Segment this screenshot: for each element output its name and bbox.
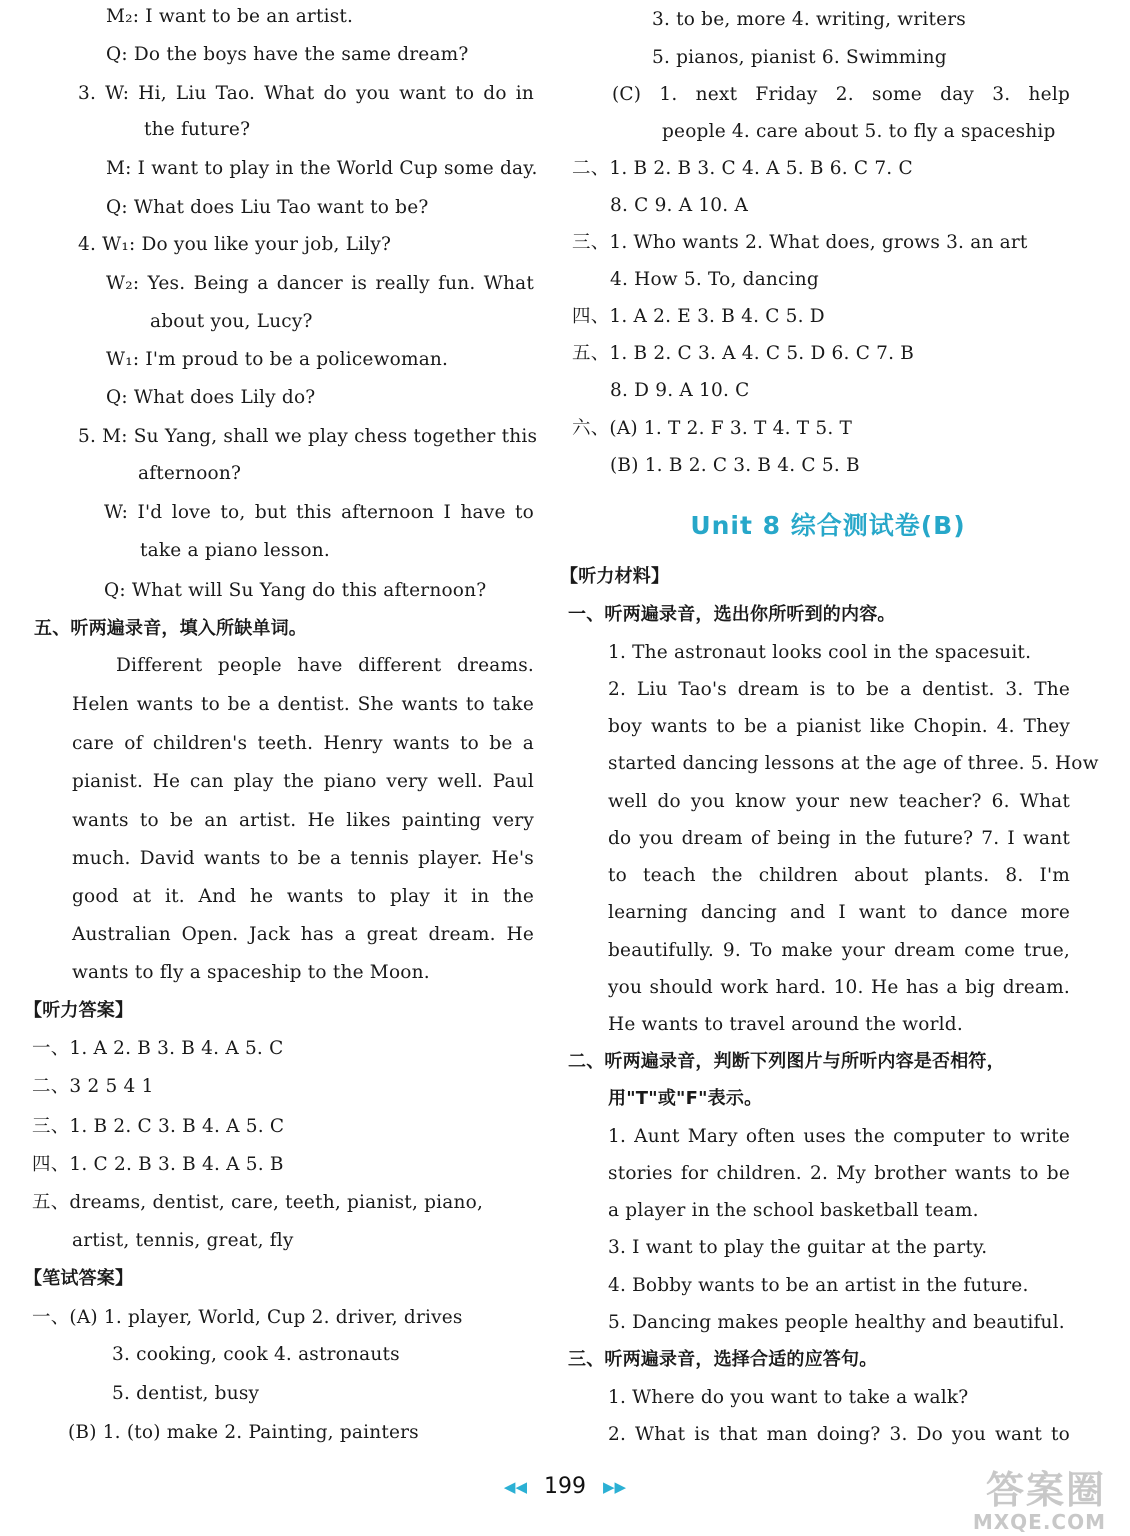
right-line: 5. Dancing makes people healthy and beautiful.: [608, 1312, 1065, 1333]
left-line: take a piano lesson.: [140, 540, 330, 561]
right-line: 3. I want to play the guitar at the party.: [608, 1237, 988, 1258]
right-line: to teach the children about plants. 8. I'm: [608, 865, 1070, 886]
left-line: 5. M: Su Yang, shall we play chess together this: [78, 426, 538, 447]
watermark-text-bottom: MXQE.COM: [972, 1510, 1106, 1534]
left-line: 一、(A) 1. player, World, Cup 2. driver, drives: [32, 1307, 463, 1328]
right-line: 1. The astronaut looks cool in the spacesuit.: [608, 642, 1032, 663]
right-line: people 4. care about 5. to fly a spaceship: [662, 121, 1056, 142]
page-number: 199: [544, 1474, 586, 1499]
left-line: good at it. And he wants to play it in the: [72, 886, 534, 907]
left-line: 5. dentist, busy: [112, 1383, 260, 1404]
left-line: Q: What will Su Yang do this afternoon?: [104, 580, 487, 601]
left-line: 一、1. A 2. B 3. B 4. A 5. C: [32, 1038, 284, 1059]
left-line: 【听力答案】: [24, 1000, 134, 1021]
prev-arrows-icon: ◀◀: [503, 1478, 527, 1496]
left-line: 【笔试答案】: [24, 1268, 134, 1289]
right-line: 三、听两遍录音，选择合适的应答句。: [568, 1349, 878, 1370]
right-line: started dancing lessons at the age of three. 5. How: [608, 753, 1099, 774]
right-line: boy wants to be a pianist like Chopin. 4. They: [608, 716, 1070, 737]
right-line: 一、听两遍录音，选出你所听到的内容。: [568, 604, 896, 625]
left-line: (B) 1. (to) make 2. Painting, painters: [68, 1422, 419, 1443]
left-line: afternoon?: [138, 463, 242, 484]
right-line: 四、1. A 2. E 3. B 4. C 5. D: [572, 306, 825, 327]
left-line: the future?: [144, 119, 251, 140]
right-line: 五、1. B 2. C 3. A 4. C 5. D 6. C 7. B: [572, 343, 915, 364]
right-line: 二、1. B 2. B 3. C 4. A 5. B 6. C 7. C: [572, 158, 913, 179]
left-line: 三、1. B 2. C 3. B 4. A 5. C: [32, 1116, 285, 1137]
left-line: Q: Do the boys have the same dream?: [106, 44, 469, 65]
right-line: 用"T"或"F"表示。: [608, 1088, 763, 1109]
left-line: M: I want to play in the World Cup some day.: [106, 158, 538, 179]
right-line: learning dancing and I want to dance more: [608, 902, 1070, 923]
right-line: (B) 1. B 2. C 3. B 4. C 5. B: [610, 455, 860, 476]
right-line: you should work hard. 10. He has a big dream.: [608, 977, 1070, 998]
page-footer: [0, 1474, 1130, 1499]
left-line: M₂: I want to be an artist.: [106, 6, 354, 27]
right-line: 2. What is that man doing? 3. Do you want to: [608, 1424, 1070, 1445]
right-line: do you dream of being in the future? 7. I want: [608, 828, 1070, 849]
right-line: well do you know your new teacher? 6. What: [608, 791, 1070, 812]
left-line: W: I'd love to, but this afternoon I have to: [104, 502, 534, 523]
left-line: Q: What does Lily do?: [106, 387, 316, 408]
section-title: Unit 8 综合测试卷(B): [690, 511, 966, 540]
right-line: 六、(A) 1. T 2. F 3. T 4. T 5. T: [572, 418, 853, 439]
right-line: He wants to travel around the world.: [608, 1014, 963, 1035]
right-line: 8. C 9. A 10. A: [610, 195, 749, 216]
left-line: 3. cooking, cook 4. astronauts: [112, 1344, 400, 1365]
next-arrows-icon: ▶▶: [603, 1478, 627, 1496]
right-line: a player in the school basketball team.: [608, 1200, 979, 1221]
right-line: stories for children. 2. My brother wants to be: [608, 1163, 1070, 1184]
right-line: 3. to be, more 4. writing, writers: [652, 9, 967, 30]
left-line: 四、1. C 2. B 3. B 4. A 5. B: [32, 1154, 284, 1175]
right-line: 5. pianos, pianist 6. Swimming: [652, 47, 947, 68]
left-line: 二、3 2 5 4 1: [32, 1076, 154, 1097]
left-line: wants to be an artist. He likes painting very: [72, 810, 534, 831]
left-line: Helen wants to be a dentist. She wants to take: [72, 694, 534, 715]
left-line: pianist. He can play the piano very well. Paul: [72, 771, 534, 792]
left-line: 3. W: Hi, Liu Tao. What do you want to do in: [78, 83, 534, 104]
right-line: 8. D 9. A 10. C: [610, 380, 750, 401]
right-line: 二、听两遍录音，判断下列图片与所听内容是否相符，: [568, 1051, 1005, 1072]
left-line: Q: What does Liu Tao want to be?: [106, 197, 429, 218]
left-line: 五、dreams, dentist, care, teeth, pianist, piano,: [32, 1192, 484, 1213]
left-line: about you, Lucy?: [150, 311, 313, 332]
left-line: Different people have different dreams.: [116, 655, 534, 676]
right-line: 【听力材料】: [560, 566, 670, 587]
right-line: 4. How 5. To, dancing: [610, 269, 819, 290]
right-line: beautifully. 9. To make your dream come true,: [608, 940, 1070, 961]
right-line: 三、1. Who wants 2. What does, grows 3. an art: [572, 232, 1028, 253]
left-line: W₁: I'm proud to be a policewoman.: [106, 349, 449, 370]
right-line: (C) 1. next Friday 2. some day 3. help: [612, 84, 1070, 105]
right-line: 1. Aunt Mary often uses the computer to write: [608, 1126, 1070, 1147]
left-line: W₂: Yes. Being a dancer is really fun. What: [106, 273, 534, 294]
right-line: 1. Where do you want to take a walk?: [608, 1387, 969, 1408]
left-line: wants to fly a spaceship to the Moon.: [72, 962, 430, 983]
right-line: 4. Bobby wants to be an artist in the future.: [608, 1275, 1029, 1296]
left-line: 4. W₁: Do you like your job, Lily?: [78, 234, 392, 255]
left-line: 五、听两遍录音，填入所缺单词。: [34, 618, 307, 639]
watermark: [973, 1470, 1106, 1534]
left-line: much. David wants to be a tennis player. He's: [72, 848, 534, 869]
watermark-text-top: 答案圈: [985, 1468, 1106, 1512]
left-line: Australian Open. Jack has a great dream. He: [72, 924, 534, 945]
left-line: care of children's teeth. Henry wants to be a: [72, 733, 534, 754]
right-line: 2. Liu Tao's dream is to be a dentist. 3. The: [608, 679, 1070, 700]
left-line: artist, tennis, great, fly: [72, 1230, 294, 1251]
